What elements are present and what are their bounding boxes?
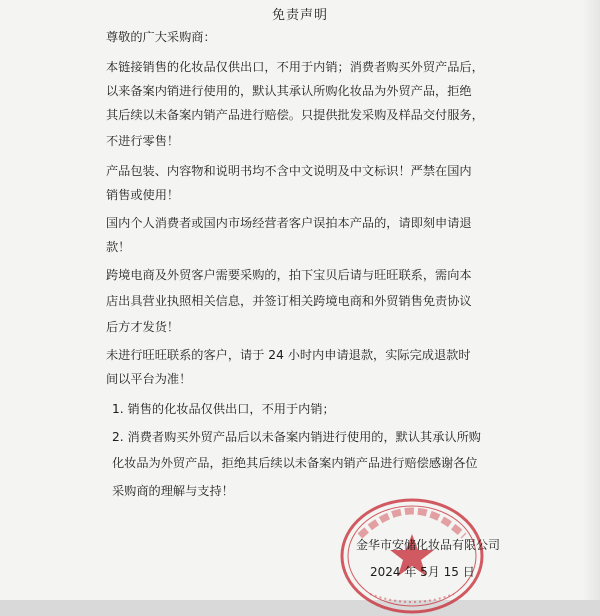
body-line: 化妆品为外贸产品，拒绝其后续以未备案内销产品进行赔偿感谢各位 [112, 456, 478, 470]
body-line: 未进行旺旺联系的客户，请于 24 小时内申请退款，实际完成退款时 [106, 348, 471, 362]
body-line: 国内个人消费者或国内市场经营者客户误拍本产品的，请即刻申请退 [106, 216, 472, 230]
company-name: 金华市安储化妆品有限公司 [356, 538, 501, 552]
body-line: 采购商的理解与支持！ [112, 484, 234, 498]
document-date: 2024 年 5月 15 日 [370, 565, 475, 579]
body-line: 不进行零售！ [106, 134, 180, 148]
page-edge-shadow [582, 0, 600, 600]
body-line: 产品包装、内容物和说明书均不含中文说明及中文标识！严禁在国内 [106, 164, 472, 178]
body-line: 跨境电商及外贸客户需要采购的，拍下宝贝后请与旺旺联系，需向本 [106, 268, 472, 282]
list-item-1: 1. 销售的化妆品仅供出口，不用于内销； [112, 402, 335, 416]
body-line: 其后续以未备案内销产品进行赔偿。只提供批发采购及样品交付服务， [106, 108, 484, 122]
body-line: 间以平台为准！ [106, 372, 192, 386]
list-item-2: 2. 消费者购买外贸产品后以未备案内销进行使用的，默认其承认所购 [112, 430, 481, 444]
salutation: 尊敬的广大采购商： [106, 30, 216, 44]
body-line: 以来备案内销进行使用的，默认其承认所购化妆品为外贸产品，拒绝 [106, 84, 472, 98]
document-title: 免责声明 [271, 8, 328, 23]
body-line: 销售或使用！ [106, 188, 180, 202]
body-line: 后方才发货！ [106, 320, 180, 334]
body-line: 款！ [106, 240, 131, 254]
body-line: 本链接销售的化妆品仅供出口，不用于内销；消费者购买外贸产品后， [106, 60, 484, 74]
body-line: 店出具营业执照相关信息，并签订相关跨境电商和外贸销售免责协议 [106, 294, 472, 308]
